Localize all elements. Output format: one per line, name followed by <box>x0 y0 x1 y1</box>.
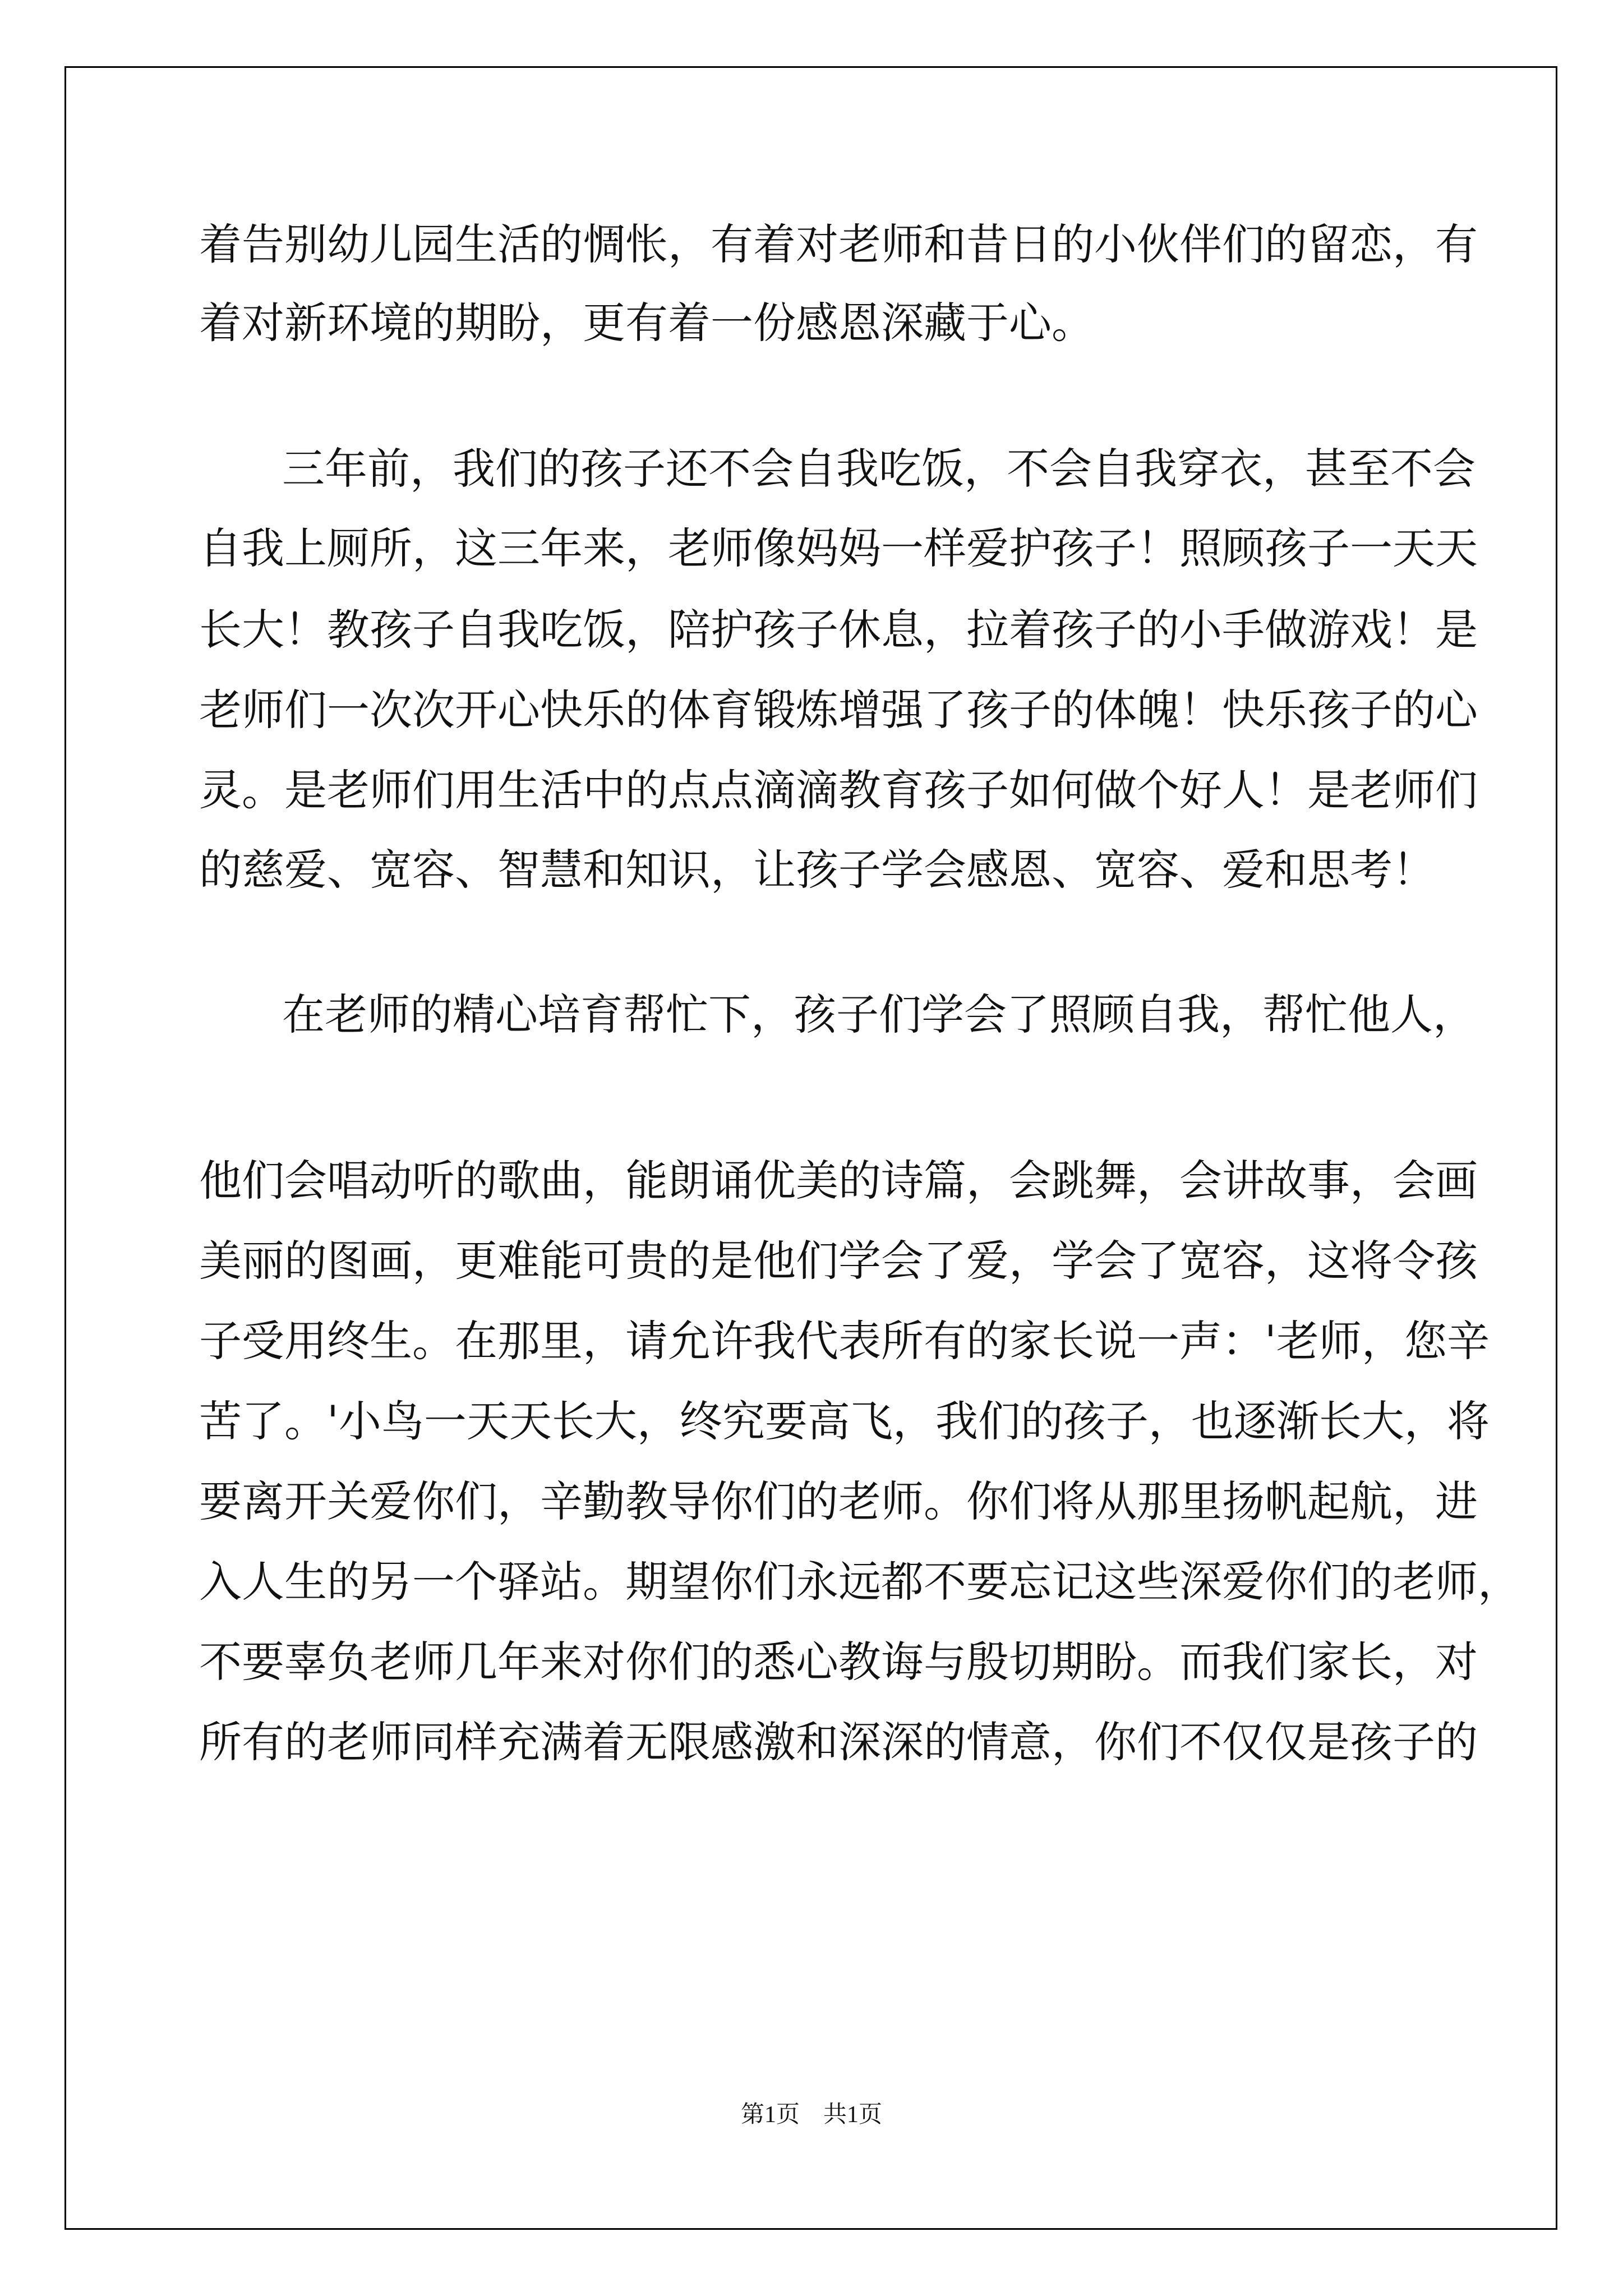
text-line: 长大！教孩子自我吃饭，陪护孩子休息，拉着孩子的小手做游戏！是 <box>199 605 1478 655</box>
text-line: 他们会唱动听的歌曲，能朗诵优美的诗篇，会跳舞，会讲故事，会画 <box>199 1156 1478 1205</box>
text-line: 自我上厕所，这三年来，老师像妈妈一样爱护孩子！照顾孩子一天天 <box>199 523 1478 573</box>
text-line: 要离开关爱你们，辛勤教导你们的老师。你们将从那里扬帆起航，进 <box>199 1476 1478 1526</box>
text-line: 不要辜负老师几年来对你们的悉心教诲与殷切期盼。而我们家长，对 <box>199 1637 1478 1687</box>
page-border <box>64 66 1557 2230</box>
text-line: 在老师的精心培育帮忙下，孩子们学会了照顾自我，帮忙他人， <box>282 990 1476 1039</box>
text-line: 的慈爱、宽容、智慧和知识，让孩子学会感恩、宽容、爱和思考！ <box>199 845 1435 895</box>
page-number: 第1页 共1页 <box>740 2102 882 2128</box>
text-line: 美丽的图画，更难能可贵的是他们学会了爱，学会了宽容，这将令孩 <box>199 1236 1478 1286</box>
text-line: 苦了。'小鸟一天天长大，终究要高飞，我们的孩子，也逐渐长大，将 <box>199 1396 1490 1446</box>
text-line: 三年前，我们的孩子还不会自我吃饭，不会自我穿衣，甚至不会 <box>282 444 1476 494</box>
text-line: 入人生的另一个驿站。期望你们永远都不要忘记这些深爱你们的老师， <box>199 1557 1520 1607</box>
text-line: 灵。是老师们用生活中的点点滴滴教育孩子如何做个好人！是老师们 <box>199 765 1478 815</box>
text-line: 老师们一次次开心快乐的体育锻炼增强了孩子的体魄！快乐孩子的心 <box>199 685 1478 735</box>
text-line: 所有的老师同样充满着无限感激和深深的情意，你们不仅仅是孩子的 <box>199 1717 1478 1767</box>
text-line: 着告别幼儿园生活的惆怅，有着对老师和昔日的小伙伴们的留恋，有 <box>199 219 1478 269</box>
text-line: 子受用终生。在那里，请允许我代表所有的家长说一声：'老师，您辛 <box>199 1316 1490 1366</box>
text-line: 着对新环境的期盼，更有着一份感恩深藏于心。 <box>199 298 1094 348</box>
